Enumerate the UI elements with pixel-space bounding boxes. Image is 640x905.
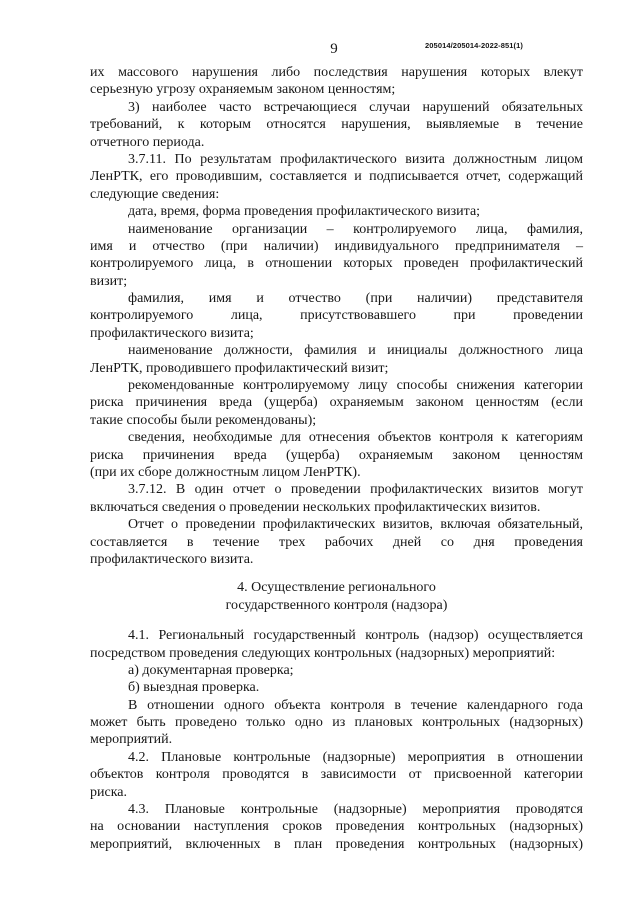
text-line: В отношении одного объекта контроля в течение календарного года bbox=[128, 697, 583, 713]
text-line: отчетного периода. bbox=[90, 134, 205, 150]
text-line: составляется в течение трех рабочих дней со дня проведения bbox=[90, 534, 583, 550]
text-line: б) выездная проверка. bbox=[128, 680, 260, 696]
page-number: 9 bbox=[330, 41, 338, 57]
text-line: их массового нарушения либо последствия нарушения которых влекут bbox=[90, 65, 583, 80]
text-line: следующие сведения: bbox=[90, 186, 220, 202]
text-line: 4.2. Плановые контрольные (надзорные) мероприятия в отношении bbox=[128, 749, 583, 765]
text-line: дата, время, форма проведения профилактического визита; bbox=[128, 204, 481, 220]
text-line: серьезную угрозу охраняемым законом ценностям; bbox=[90, 82, 396, 98]
text-line: профилактического визита. bbox=[90, 551, 254, 567]
text-line: 3) наиболее часто встречающиеся случаи нарушений обязательных bbox=[128, 99, 583, 115]
text-line: контролируемого лица, в отношении которых проведен профилактический bbox=[90, 256, 583, 272]
text-line: 3.7.11. По результатам профилактического визита должностным лицом bbox=[128, 151, 583, 167]
text-line: сведения, необходимые для отнесения объектов контроля к категориям bbox=[128, 430, 583, 446]
text-line: а) документарная проверка; bbox=[128, 662, 294, 678]
text-line: риска причинения вреда (ущерба) охраняемым законом ценностям bbox=[90, 447, 583, 463]
document-code: 205014/205014-2022-851(1) bbox=[425, 41, 523, 50]
text-line: ЛенРТК, проводившего профилактический визит; bbox=[90, 360, 389, 376]
text-line: рекомендованные контролируемому лицу способы снижения категории bbox=[128, 378, 583, 394]
text-line: включаться сведения о проведении нескольких профилактических визитов. bbox=[90, 499, 541, 515]
text-line: требований, к которым относятся нарушения, выявляемые в течение bbox=[90, 117, 583, 133]
text-line: (при их сборе должностным лицом ЛенРТК). bbox=[90, 464, 361, 480]
text-line: мероприятий. bbox=[90, 732, 173, 748]
text-line: 4.1. Региональный государственный контроль (надзор) осуществляется bbox=[128, 628, 583, 644]
section-heading: государственного контроля (надзора) bbox=[225, 597, 448, 613]
text-line: визит; bbox=[90, 273, 128, 289]
text-line: посредством проведения следующих контрольных (надзорных) мероприятий: bbox=[90, 645, 556, 661]
section-heading: 4. Осуществление регионального bbox=[237, 580, 436, 596]
text-line: риска. bbox=[90, 784, 128, 800]
text-line: такие способы были рекомендованы); bbox=[90, 412, 317, 428]
text-line: наименование должности, фамилия и инициалы должностного лица bbox=[128, 343, 583, 359]
text-line: профилактического визита; bbox=[90, 325, 254, 341]
text-line: на основании наступления сроков проведения контрольных (надзорных) bbox=[90, 819, 583, 835]
text-line: мероприятий, включенных в план проведения контрольных (надзорных) bbox=[90, 836, 583, 852]
text-line: может быть проведено только одно из плановых контрольных (надзорных) bbox=[90, 715, 583, 731]
text-line: имя и отчество (при наличии) индивидуального предпринимателя – bbox=[90, 238, 583, 254]
text-line: наименование организации – контролируемого лица, фамилия, bbox=[128, 221, 583, 237]
text-line: объектов контроля проводятся в зависимости от присвоенной категории bbox=[90, 767, 583, 783]
text-line: 4.3. Плановые контрольные (надзорные) мероприятия проводятся bbox=[128, 802, 583, 818]
text-line: 3.7.12. В один отчет о проведении профилактических визитов могут bbox=[128, 482, 583, 498]
text-line: Отчет о проведении профилактических визитов, включая обязательный, bbox=[128, 517, 583, 533]
text-line: контролируемого лица, присутствовавшего при проведении bbox=[90, 308, 583, 324]
document-body bbox=[90, 64, 583, 853]
text-line: фамилия, имя и отчество (при наличии) представителя bbox=[128, 291, 583, 307]
text-line: ЛенРТК, его проводившим, составляется и подписывается отчет, содержащий bbox=[90, 169, 583, 185]
text-line: риска причинения вреда (ущерба) охраняемым законом ценностям (если bbox=[90, 395, 583, 411]
